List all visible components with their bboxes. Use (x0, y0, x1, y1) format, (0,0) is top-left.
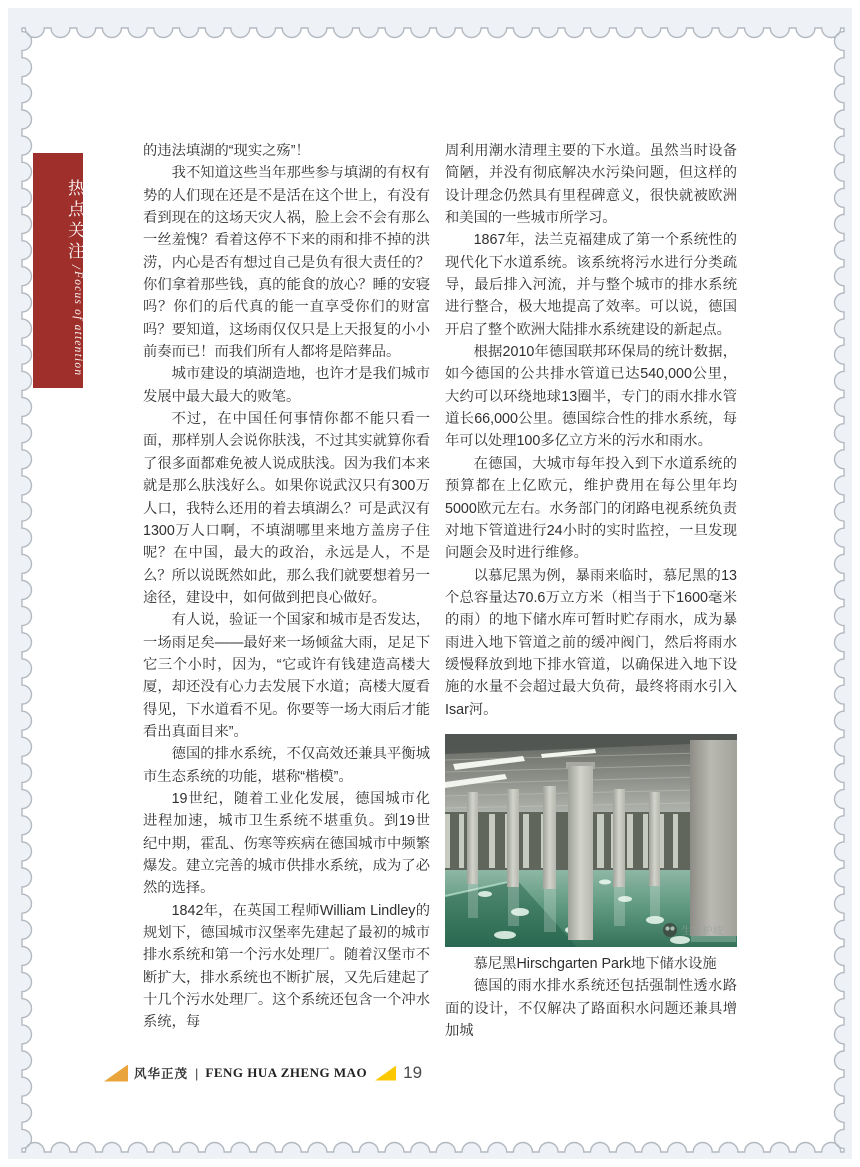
paragraph: 1867年，法兰克福建成了第一个系统性的现代化下水道系统。该系统将污水进行分类疏导，最后排入河流，并与整个城市的排水系统进行整合，极大地提高了效率。可以说，德国开启了整个欧洲大陆排水系统建设的新起点。 (445, 232, 737, 338)
footer-triangle-yellow-icon (375, 1066, 396, 1081)
photo-watermark (663, 923, 723, 937)
section-tab-slash: / (69, 265, 84, 269)
paragraph: 19世纪，随着工业化发展，德国城市化进程加速，城市卫生系统不堪重负。到19世纪中期，霍乱、伤寒等疾病在德国城市中频繁爆发。建立完善的城市供排水系统，成为了必然的选择。 (143, 790, 430, 897)
paragraph: 不过，在中国任何事情你都不能只看一面，那样别人会说你肤浅，不过其实就算你看了很多面都难免被人说成肤浅。因为我们本来就是那么肤浅好么。如果你说武汉只有300万人口，我特么还用的着去填湖么？可是武汉有1300万人口啊，不填湖哪里来地方盖房子住呢？在中国，最大的政治，永远是人，不是么？所以说既然如此，那么我们就要想着另一途径，建设中，如何做到把良心做好。 (143, 411, 430, 606)
footer-separator: | (195, 1065, 199, 1081)
paragraph: 有人说，验证一个国家和城市是否发达，一场雨足矣——最好来一场倾盆大雨，足足下它三个小时，因为，“它或许有钱建造高楼大厦，却还没有心力去发展下水道；高楼大厦看得见，下水道看不见。你要等一场大雨后才能看出真面目来”。 (143, 612, 430, 740)
paragraph: 我不知道这些当年那些参与填湖的有权有势的人们现在还是不是活在这个世上，有没有看到现在的这场天灾人祸，脸上会不会有那么一丝羞愧？看着这停不下来的雨和排不掉的洪涝，内心是否有想过自己是负有很大责任的？你们拿着那些钱，真的能食的放心？睡的安寝吗？你们的后代真的能一直享受你们的财富吗？要知道，这场雨仅仅只是上天报复的小小前奏而已！而我们所有人都将是陪葬品。 (143, 165, 430, 361)
footer-brand-cn: 风华正茂 (134, 1067, 189, 1081)
paragraph: 城市建设的填湖造地，也许才是我们城市发展中最大最大的败笔。 (143, 366, 430, 405)
photo-caption: 慕尼黑Hirschgarten Park地下储水设施 (473, 955, 717, 972)
article-right-column (445, 140, 737, 1042)
paragraph: 1842年，在英国工程师William Lindley的规划下，德国城市汉堡率先建起了最初的城市排水系统和第一个污水处理厂。随着汉堡市不断扩大，排水系统也不断扩展，又先后建起了十几个污水处理厂。这个系统还包含一个冲水系统，每 (143, 902, 430, 1031)
footer-triangle-orange-icon (104, 1065, 128, 1082)
paragraph: 的违法填湖的“现实之殇”！ (143, 143, 310, 159)
paragraph: 根据2010年德国联邦环保局的统计数据，如今德国的公共排水管道已达540,000公里，大约可以环绕地球13圈半，专门的雨水排水管道长66,000公里。德国综合性的排水系统，每年可以处理100多亿立方米的污水和雨水。 (445, 344, 737, 450)
page-footer (104, 1062, 422, 1084)
section-tab-hot-focus (33, 153, 83, 388)
paragraph: 周利用潮水清理主要的下水道。虽然当时设备简陋，并没有彻底解决水污染问题，但这样的设计理念仍然具有里程碑意义，很快就被欧洲和美国的一些城市所学习。 (445, 143, 737, 227)
right-mega-column (690, 740, 737, 936)
section-tab-label-cn: 热点关注 (65, 179, 84, 264)
watermark-icon-dot (665, 926, 669, 930)
watermark-icon-dot (670, 926, 674, 930)
paragraph: 以慕尼黑为例，暴雨来临时，慕尼黑的13个总容量达70.6万立方米（相当于下1600毫米的雨）的地下储水库可暂时贮存雨水，成为暴雨进入地下管道之前的缓冲阀门，然后将雨水缓慢释放到地下排水管道，以确保进入地下设施的水量不会超过最大负荷，最终将雨水引入Isar河。 (445, 567, 737, 718)
page-number: 19 (403, 1063, 423, 1082)
watermark-text: 生态护坡 (681, 924, 723, 937)
paragraph: 德国的雨水排水系统还包括强制性透水路面的设计，不仅解决了路面积水问题还兼具增加城 (445, 978, 737, 1039)
footer-brand-en: FENG HUA ZHENG MAO (205, 1065, 368, 1080)
center-column (568, 766, 593, 940)
section-tab-text (33, 153, 83, 388)
paragraph: 德国的排水系统，不仅高效还兼具平衡城市生态系统的功能，堪称“楷模”。 (143, 746, 430, 785)
article-left-column (143, 140, 430, 1034)
reservoir-photo-illustration (445, 734, 737, 947)
paragraph: 在德国，大城市每年投入到下水道系统的预算都在上亿欧元，维护费用在每公里年均5000欧元左右。水务部门的闭路电视系统负责对地下管道进行24小时的实时监控，一旦发现问题会及时进行维修。 (445, 455, 737, 562)
section-tab-label-en: Focus of attention (72, 270, 84, 376)
underground-reservoir-photo (445, 734, 737, 947)
watermark-icon (663, 923, 677, 937)
